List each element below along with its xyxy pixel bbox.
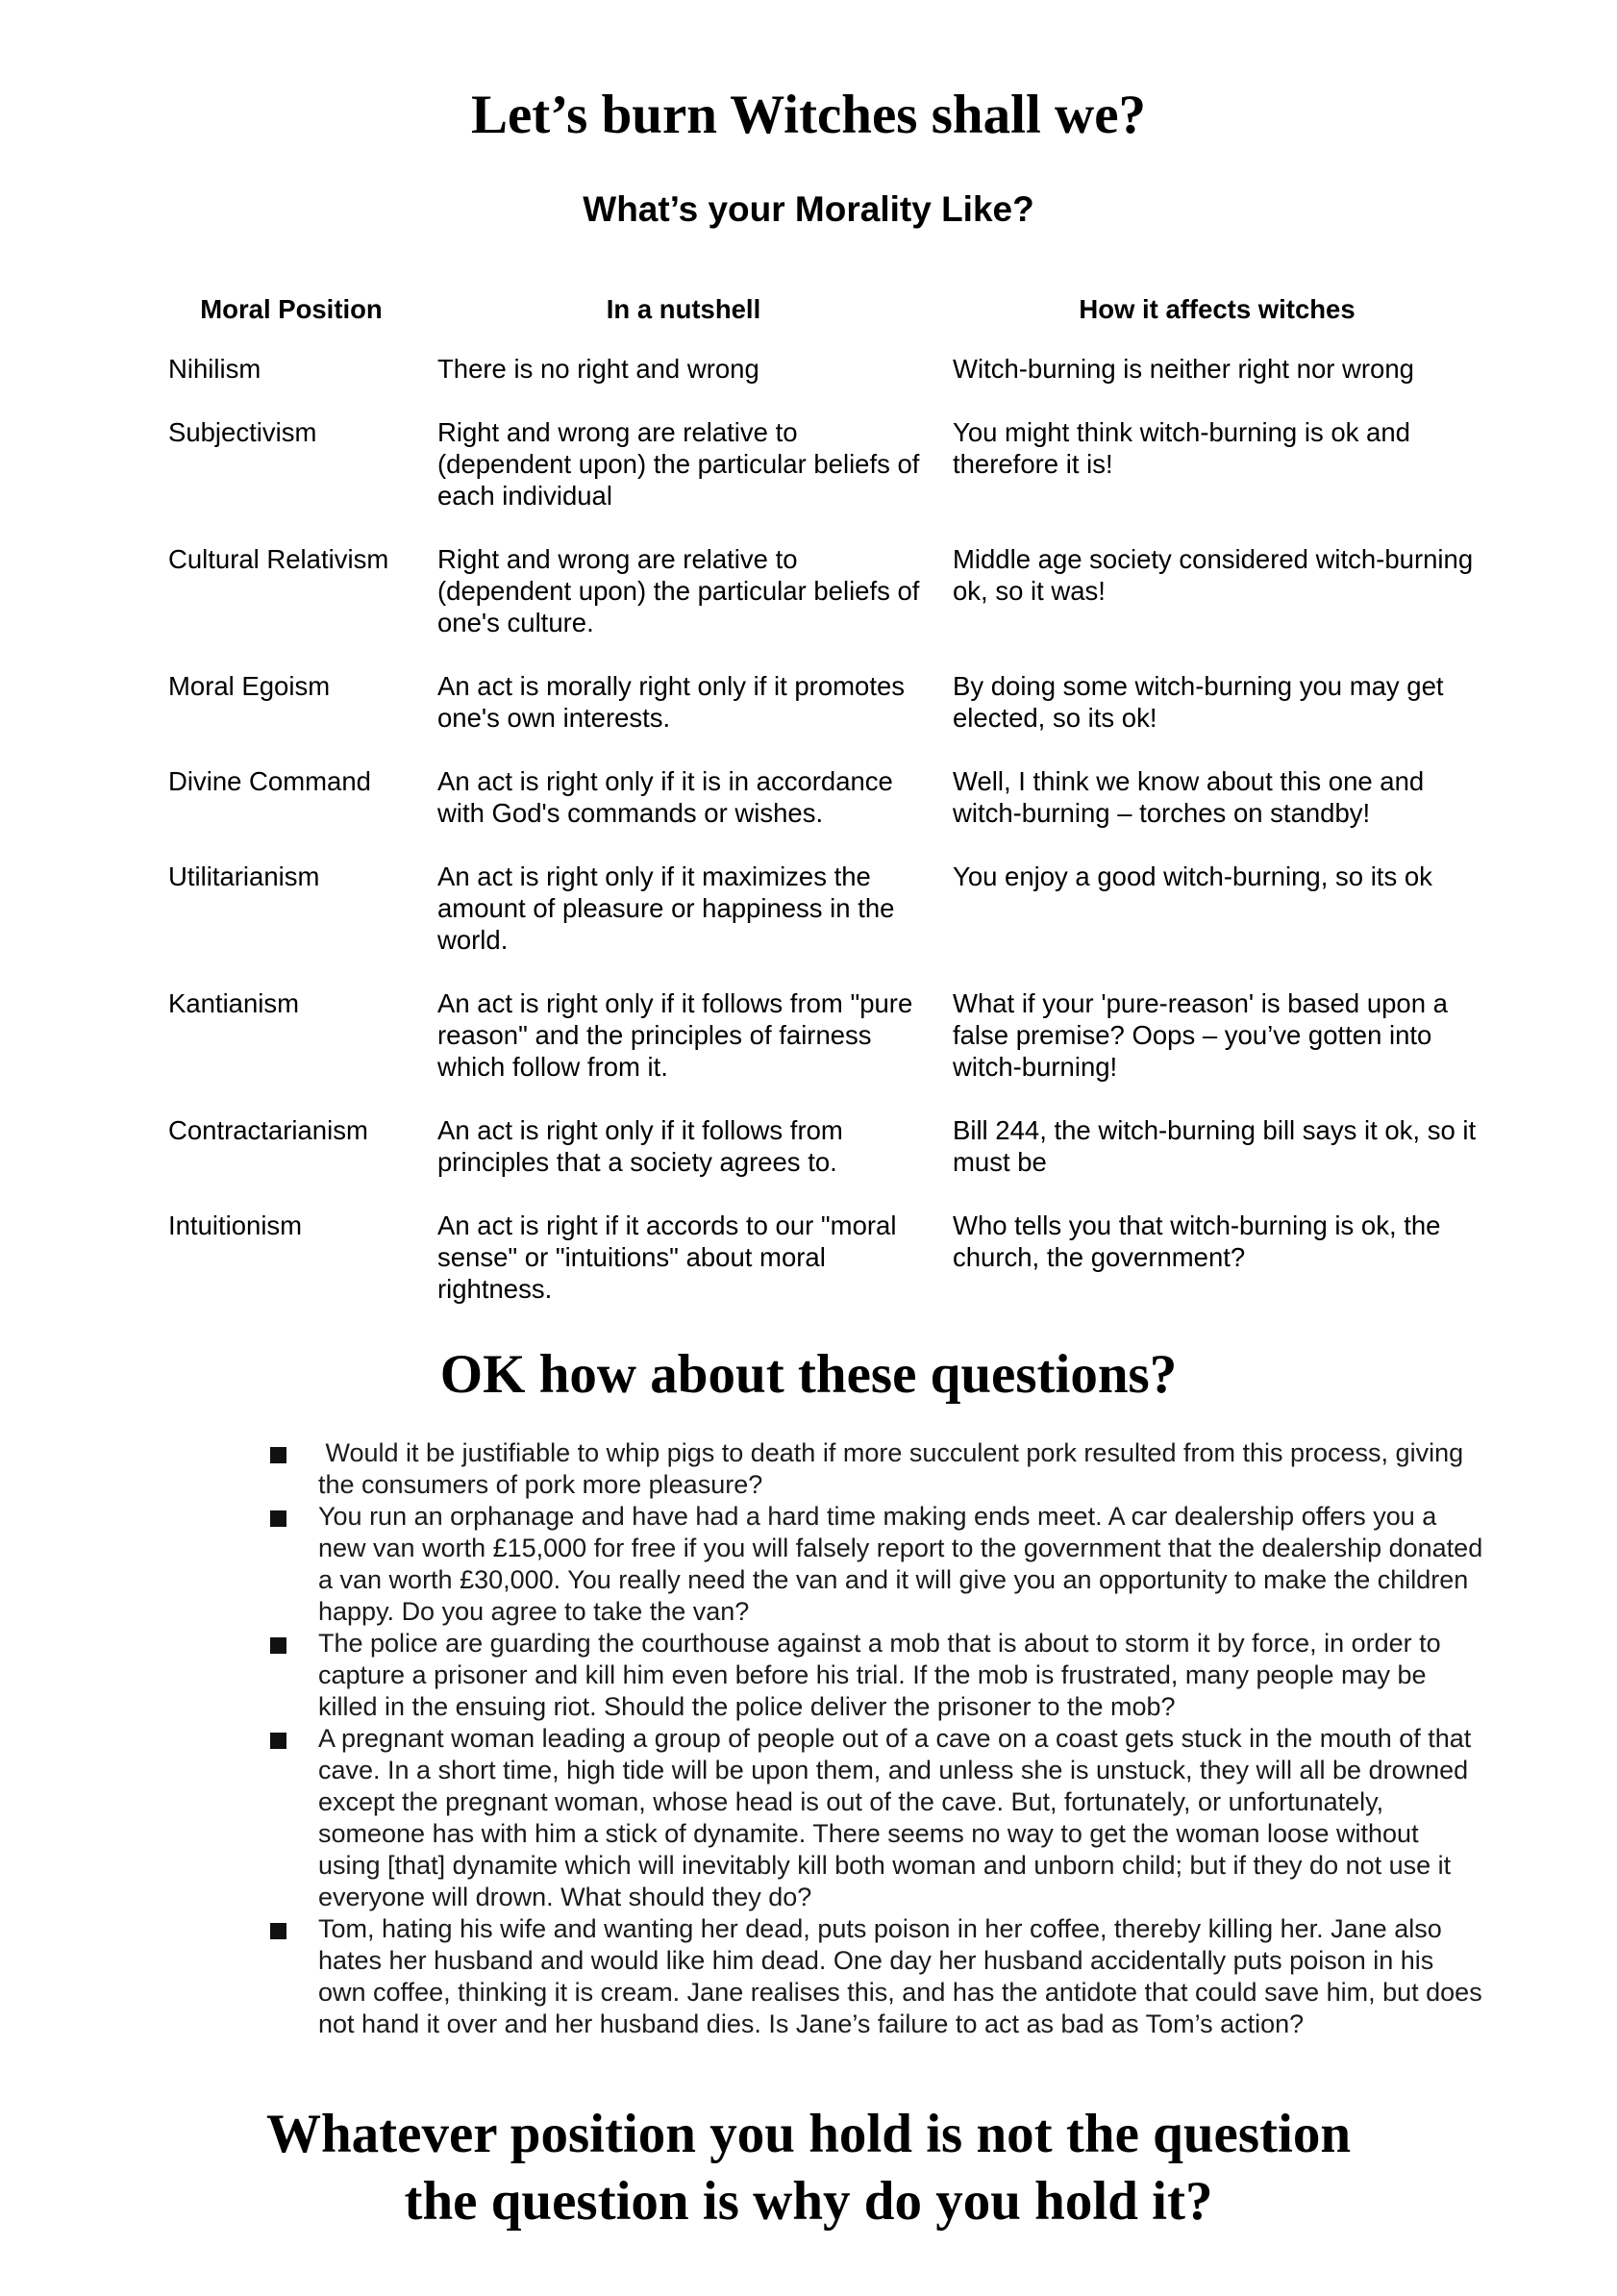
nutshell-cell: An act is right only if it follows from "pure reason" and the principles of fairness which follow from it. <box>437 988 913 1082</box>
question-item <box>262 1628 1483 1723</box>
moral-position-cell: Kantianism <box>168 988 300 1018</box>
moral-position-cell: Cultural Relativism <box>168 544 389 574</box>
table-row <box>157 670 1493 765</box>
question-text: Would it be justifiable to whip pigs to death if more succulent pork resulted from this process, giving the consumers of pork more pleasure? <box>318 1438 1471 1499</box>
table-row <box>157 353 1493 416</box>
nutshell-cell: An act is right if it accords to our "moral sense" or "intuitions" about moral rightness. <box>437 1210 897 1304</box>
square-bullet-icon <box>270 1447 286 1463</box>
witch-effect-cell: Bill 244, the witch-burning bill says it ok, so it must be <box>953 1115 1477 1177</box>
question-text: You run an orphanage and have had a hard time making ends meet. A car dealership offers you a new van worth £15,000 for free if you will falsely report to the government that the dealership donated a van worth £30,000. You really need the van and it will give you an opportunity to make the children happy. Do you agree to take the van? <box>318 1502 1490 1626</box>
moral-position-cell: Nihilism <box>168 354 261 384</box>
moral-position-cell: Utilitarianism <box>168 861 320 891</box>
table-row <box>157 987 1493 1114</box>
nutshell-cell: An act is morally right only if it promotes one's own interests. <box>437 671 906 733</box>
question-list <box>262 1437 1490 2040</box>
table-row <box>157 765 1493 861</box>
witch-effect-cell: Well, I think we know about this one and witch-burning – torches on standby! <box>953 766 1425 828</box>
closing-line: Whatever position you hold is not the question <box>265 2104 1352 2164</box>
square-bullet-icon <box>270 1923 286 1939</box>
table-header-row <box>157 293 1493 353</box>
question-item <box>262 1723 1483 1913</box>
witch-effect-cell: Who tells you that witch-burning is ok, the church, the government? <box>953 1210 1441 1272</box>
page-subtitle: What’s your Morality Like? <box>583 189 1034 229</box>
witch-effect-cell: Middle age society considered witch-burning ok, so it was! <box>953 544 1474 606</box>
closing-statement <box>0 2101 1617 2235</box>
nutshell-cell: An act is right only if it follows from principles that a society agrees to. <box>437 1115 843 1177</box>
witch-effect-cell: You might think witch-burning is ok and therefore it is! <box>953 417 1410 479</box>
witch-effect-cell: You enjoy a good witch-burning, so its ok <box>953 861 1432 891</box>
witch-effect-cell: By doing some witch-burning you may get elected, so its ok! <box>953 671 1444 733</box>
question-text: A pregnant woman leading a group of people out of a cave on a coast gets stuck in the mouth of that cave. In a short time, high tide will be upon them, and unless she is unstuck, they will all be drowned except the pregnant woman, whose head is out of the cave. But, fortunately, or unfortunately, someone has with him a stick of dynamite. There seems no way to get the woman loose without using [that] dynamite which will inevitably kill both woman and unborn child; but if they do not use it everyone will drown. What should they do? <box>318 1724 1479 1911</box>
column-header: Moral Position <box>200 294 383 324</box>
nutshell-cell: An act is right only if it maximizes the amount of pleasure or happiness in the world. <box>437 861 895 955</box>
morality-table <box>157 293 1493 1336</box>
question-text: The police are guarding the courthouse against a mob that is about to storm it by force, in order to capture a prisoner and kill him even before his trial. If the mob is frustrated, many people may be killed in the ensuing riot. Should the police deliver the prisoner to the mob? <box>318 1629 1449 1721</box>
square-bullet-icon <box>270 1733 286 1749</box>
column-header: In a nutshell <box>606 294 761 324</box>
moral-position-cell: Intuitionism <box>168 1210 303 1240</box>
square-bullet-icon <box>270 1510 286 1527</box>
table-row <box>157 1210 1493 1336</box>
nutshell-cell: An act is right only if it is in accordance with God's commands or wishes. <box>437 766 893 828</box>
moral-position-cell: Subjectivism <box>168 417 317 447</box>
witch-effect-cell: Witch-burning is neither right nor wrong <box>953 354 1414 384</box>
question-text: Tom, hating his wife and wanting her dead, puts poison in her coffee, thereby killing her. Jane also hates her husband and would like him dead. One day her husband accidentally puts poison in his own coffee, thinking it is cream. Jane realises this, and has the antidote that could save him, but does not hand it over and her husband dies. Is Jane’s failure to act as bad as Tom’s action? <box>318 1914 1490 2038</box>
nutshell-cell: Right and wrong are relative to (dependent upon) the particular beliefs of each individual <box>437 417 920 511</box>
witch-effect-cell: What if your 'pure-reason' is based upon a false premise? Oops – you’ve gotten into witch-burning! <box>953 988 1448 1082</box>
column-header: How it affects witches <box>1079 294 1356 324</box>
nutshell-cell: There is no right and wrong <box>437 354 759 384</box>
table-row <box>157 1114 1493 1210</box>
table-body <box>157 353 1493 1336</box>
moral-position-cell: Divine Command <box>168 766 371 796</box>
table-row <box>157 416 1493 543</box>
question-item <box>262 1913 1490 2040</box>
square-bullet-icon <box>270 1637 286 1654</box>
table-row <box>157 543 1493 670</box>
page-title: Let’s burn Witches shall we? <box>470 85 1146 145</box>
questions-heading: OK how about these questions? <box>439 1344 1178 1405</box>
moral-position-cell: Moral Egoism <box>168 671 331 701</box>
moral-position-cell: Contractarianism <box>168 1115 368 1145</box>
nutshell-cell: Right and wrong are relative to (dependent upon) the particular beliefs of one's culture. <box>437 544 920 637</box>
closing-line: the question is why do you hold it? <box>404 2171 1213 2232</box>
question-item <box>262 1501 1490 1628</box>
table-row <box>157 861 1493 987</box>
question-item <box>262 1437 1483 1501</box>
